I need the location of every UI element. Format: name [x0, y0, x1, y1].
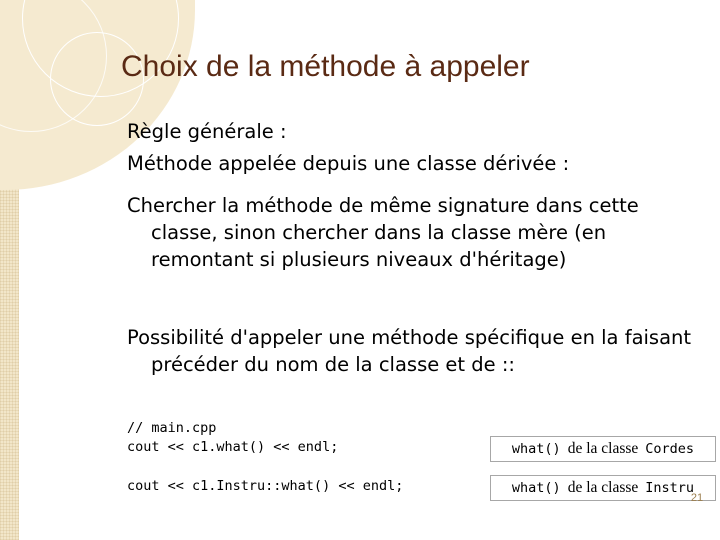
note-class: Instru [645, 480, 695, 496]
note-box-cordes [490, 436, 716, 462]
slide-title: Choix de la méthode à appeler [121, 50, 530, 83]
code-comment: // main.cpp [127, 420, 217, 436]
method-line: Méthode appelée depuis une classe dérivée : [127, 152, 570, 175]
rule-label: Règle générale : [127, 120, 287, 143]
note-method: what() [511, 441, 561, 457]
code-line-1: cout << c1.what() << endl; [127, 439, 339, 455]
search-rule-text: Chercher la méthode de même signature dans cette classe, sinon chercher dans la classe mère (en remontant si plusieurs niveaux d'héritage) [127, 194, 639, 271]
page-number: 21 [690, 492, 704, 504]
note-class: Cordes [645, 441, 695, 457]
note-text: de la classe [567, 440, 639, 457]
note-box-instru [490, 475, 716, 501]
code-line-2: cout << c1.Instru::what() << endl; [127, 478, 404, 494]
possibility-text: Possibilité d'appeler une méthode spécifique en la faisant précéder du nom de la classe et de :: [127, 326, 692, 376]
note-text: de la classe [567, 479, 639, 496]
note-method: what() [511, 480, 561, 496]
